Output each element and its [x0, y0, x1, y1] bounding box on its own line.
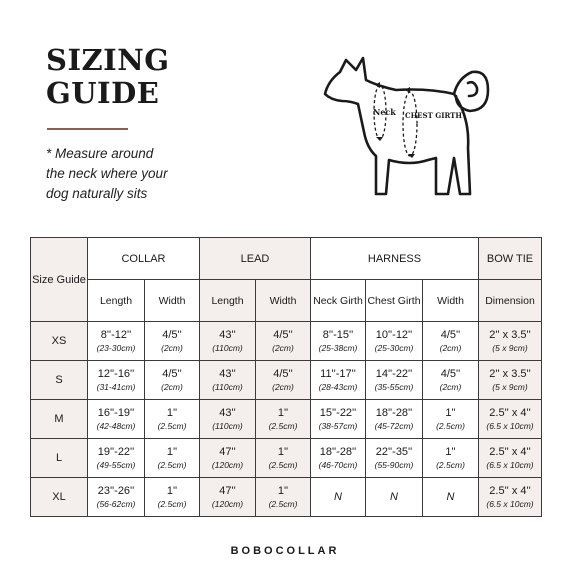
imperial-value: 11''-17'' — [320, 367, 356, 380]
imperial-value: 19''-22'' — [97, 445, 135, 458]
table-cell — [145, 439, 200, 478]
imperial-value: 22''-35'' — [375, 445, 413, 458]
metric-value: (6.5 x 10cm) — [486, 498, 534, 509]
size-guide-header: Size Guide — [31, 238, 88, 322]
table-row — [31, 361, 542, 400]
table-cell — [311, 322, 366, 361]
table-cell — [88, 478, 145, 517]
table-cell — [256, 400, 311, 439]
measure-note — [46, 144, 168, 204]
metric-value: (31-41cm) — [96, 381, 136, 392]
metric-value: (2cm) — [161, 381, 183, 392]
table-cell — [423, 361, 479, 400]
table-cell — [88, 361, 145, 400]
table-cell — [423, 322, 479, 361]
metric-value: (28-43cm) — [318, 381, 358, 392]
size-table — [30, 237, 542, 517]
metric-value: (42-48cm) — [96, 420, 136, 431]
metric-value: (120cm) — [211, 459, 244, 470]
table-cell — [311, 361, 366, 400]
imperial-value: 15''-22'' — [319, 406, 357, 419]
col-header-lead-length: Length — [200, 280, 256, 322]
table-cell — [479, 361, 542, 400]
metric-value: (55-90cm) — [374, 459, 414, 470]
note-line-3: dog naturally sits — [46, 186, 148, 201]
note-line-1: * Measure around — [46, 146, 154, 161]
size-label: M — [31, 400, 88, 439]
imperial-value: 14''-22'' — [375, 367, 413, 380]
metric-value: (6.5 x 10cm) — [486, 420, 534, 431]
imperial-value: 1'' — [166, 484, 178, 497]
metric-value: (45-72cm) — [374, 420, 414, 431]
metric-value: (6.5 x 10cm) — [486, 459, 534, 470]
size-label: XS — [31, 322, 88, 361]
imperial-value: N — [446, 490, 455, 503]
metric-value: (49-55cm) — [96, 459, 136, 470]
col-header-collar-length: Length — [88, 280, 145, 322]
table-cell — [200, 322, 256, 361]
imperial-value: N — [390, 490, 398, 503]
imperial-value: 4/5'' — [440, 328, 461, 341]
table-cell — [256, 361, 311, 400]
table-cell — [366, 361, 423, 400]
imperial-value: 1'' — [166, 445, 178, 458]
metric-value: (5 x 9cm) — [492, 381, 528, 392]
table-row — [31, 400, 542, 439]
imperial-value: 2'' x 3.5'' — [489, 328, 531, 341]
table-cell — [145, 400, 200, 439]
imperial-value: 23''-26'' — [97, 484, 135, 497]
imperial-value: 1'' — [166, 406, 178, 419]
metric-value: (110cm) — [212, 381, 243, 392]
imperial-value: 47'' — [219, 445, 236, 458]
table-cell — [145, 322, 200, 361]
group-header-bow-tie: BOW TIE — [479, 238, 542, 280]
col-header-harness-width: Width — [423, 280, 479, 322]
table-cell — [423, 478, 479, 517]
metric-value: (2.5cm) — [157, 498, 187, 509]
col-header-bow-tie-dimension: Dimension — [479, 280, 542, 322]
imperial-value: 4/5'' — [273, 367, 293, 380]
imperial-value: 18''-28'' — [375, 406, 413, 419]
metric-value: (38-57cm) — [318, 420, 358, 431]
neck-label: Neck — [373, 107, 396, 117]
title-line-2: GUIDE — [46, 76, 160, 110]
metric-value: (46-70cm) — [318, 459, 358, 470]
chest-girth-label: CHEST GIRTH — [405, 111, 462, 120]
table-row — [31, 322, 542, 361]
metric-value: (5 x 9cm) — [492, 342, 528, 353]
imperial-value: N — [334, 490, 342, 503]
metric-value: (2.5cm) — [268, 498, 298, 509]
table-cell — [311, 478, 366, 517]
imperial-value: 47'' — [219, 484, 236, 497]
size-table-body — [31, 322, 542, 517]
metric-value: (2.5cm) — [268, 420, 298, 431]
imperial-value: 1'' — [277, 445, 289, 458]
table-cell — [145, 478, 200, 517]
table-cell — [366, 478, 423, 517]
table-cell — [200, 361, 256, 400]
imperial-value: 4/5'' — [162, 367, 182, 380]
metric-value: (120cm) — [211, 498, 244, 509]
title-line-1: SIZING — [46, 43, 170, 77]
table-cell — [200, 439, 256, 478]
imperial-value: 4/5'' — [273, 328, 293, 341]
imperial-value: 8''-12'' — [100, 328, 132, 341]
group-header-collar: COLLAR — [88, 238, 200, 280]
title-divider — [47, 128, 128, 130]
table-cell — [479, 322, 542, 361]
metric-value: (2.5cm) — [436, 420, 465, 431]
dog-outline-icon — [318, 48, 510, 204]
table-cell — [366, 322, 423, 361]
metric-value: (2cm) — [272, 342, 294, 353]
table-cell — [200, 400, 256, 439]
imperial-value: 18''-28'' — [319, 445, 357, 458]
metric-value: (2cm) — [161, 342, 183, 353]
metric-value: (25-30cm) — [374, 342, 414, 353]
imperial-value: 1'' — [277, 484, 289, 497]
imperial-value: 8''-15'' — [322, 328, 354, 341]
imperial-value: 1'' — [277, 406, 289, 419]
metric-value: (2cm) — [272, 381, 294, 392]
col-header-collar-width: Width — [145, 280, 200, 322]
metric-value: (2cm) — [439, 381, 462, 392]
group-header-lead: LEAD — [200, 238, 311, 280]
metric-value: (110cm) — [212, 342, 243, 353]
size-label: L — [31, 439, 88, 478]
table-cell — [366, 439, 423, 478]
imperial-value: 16''-19'' — [97, 406, 135, 419]
table-cell — [423, 400, 479, 439]
imperial-value: 4/5'' — [162, 328, 182, 341]
metric-value: (2.5cm) — [157, 420, 187, 431]
col-header-harness-neck-girth: Neck Girth — [311, 280, 366, 322]
metric-value: (35-55cm) — [374, 381, 414, 392]
group-header-harness: HARNESS — [311, 238, 479, 280]
size-label: XL — [31, 478, 88, 517]
imperial-value: 43'' — [219, 328, 236, 341]
imperial-value: 2.5'' x 4'' — [489, 445, 531, 458]
imperial-value: 12''-16'' — [97, 367, 135, 380]
table-cell — [88, 322, 145, 361]
imperial-value: 2'' x 3.5'' — [489, 367, 531, 380]
table-cell — [479, 478, 542, 517]
table-cell — [256, 439, 311, 478]
imperial-value: 4/5'' — [440, 367, 461, 380]
imperial-value: 1'' — [445, 445, 456, 458]
table-cell — [256, 478, 311, 517]
table-cell — [145, 361, 200, 400]
col-header-harness-chest-girth: Chest Girth — [366, 280, 423, 322]
imperial-value: 43'' — [219, 367, 236, 380]
table-cell — [88, 400, 145, 439]
metric-value: (2.5cm) — [268, 459, 298, 470]
imperial-value: 43'' — [219, 406, 236, 419]
table-cell — [88, 439, 145, 478]
metric-value: (23-30cm) — [96, 342, 136, 353]
imperial-value: 1'' — [445, 406, 456, 419]
page-title — [46, 44, 170, 110]
table-cell — [311, 439, 366, 478]
imperial-value: 2.5'' x 4'' — [489, 484, 531, 497]
note-line-2: the neck where your — [46, 166, 168, 181]
table-cell — [479, 439, 542, 478]
imperial-value: 2.5'' x 4'' — [489, 406, 531, 419]
brand-name: BOBOCOLLAR — [230, 545, 340, 557]
size-label: S — [31, 361, 88, 400]
table-cell — [256, 322, 311, 361]
table-cell — [423, 439, 479, 478]
metric-value: (25-38cm) — [318, 342, 358, 353]
table-cell — [366, 400, 423, 439]
table-cell — [200, 478, 256, 517]
table-row — [31, 439, 542, 478]
table-cell — [311, 400, 366, 439]
table-cell — [479, 400, 542, 439]
table-row — [31, 478, 542, 517]
metric-value: (2.5cm) — [436, 459, 465, 470]
metric-value: (110cm) — [212, 420, 243, 431]
col-header-lead-width: Width — [256, 280, 311, 322]
imperial-value: 10''-12'' — [375, 328, 413, 341]
metric-value: (56-62cm) — [96, 498, 136, 509]
metric-value: (2cm) — [439, 342, 462, 353]
metric-value: (2.5cm) — [157, 459, 187, 470]
